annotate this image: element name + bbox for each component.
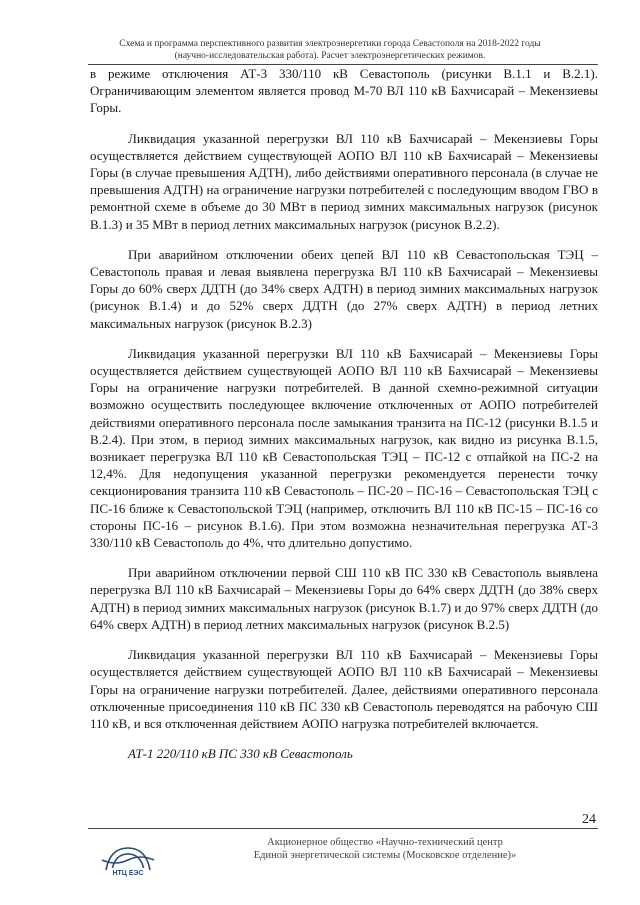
footer-divider	[88, 828, 598, 829]
header-line-2: (научно-исследовательская работа). Расчет электроэнергетических режимов.	[174, 51, 486, 61]
paragraph-6: Ликвидация указанной перегрузки ВЛ 110 кВ Бахчисарай – Мекензиевы Горы осуществляется действием существующей АОПО ВЛ 110 кВ Бахчисарай – Мекензиевы Горы на ограничение нагрузки потребителей. Далее, действиями оперативного персонала отключенные присоединения 110 кВ ПС 330 кВ Севастополь переводятся на рабочую СШ 110 кВ, и вся отключенная действием АОПО нагрузка потребителей включается.	[90, 647, 598, 731]
paragraph-4: Ликвидация указанной перегрузки ВЛ 110 кВ Бахчисарай – Мекензиевы Горы осуществляется действием существующей АОПО ВЛ 110 кВ Бахчисарай – Мекензиевы Горы на ограничение нагрузки потребителей. В данной схемно-режимной ситуации возможно осуществить последующее включение отключенных от АОПО потребителей действиями оперативного персонала после замыкания транзита на ПС-12 (рисунки В.1.5 и В.2.4). При этом, в период зимних максимальных нагрузок, как видно из рисунка В.1.5, возникает перегрузка ВЛ 110 кВ Севастопольская ТЭЦ – ПС-12 с отпайкой на ПС-2 на 12,4%. Для недопущения указанной перегрузки рекомендуется перенести точку секционирования транзита 110 кВ Севастополь – ПС-20 – ПС-16 – Севастопольская ТЭЦ с ПС-16 ближе к Севастопольской ТЭЦ (например, отключить ВЛ 110 кВ ПС-15 – ПС-16 со стороны ПС-16 – рисунок В.1.6). При этом возможна незначительная перегрузка АТ-3 330/110 кВ Севастополь до 4%, что длительно допустимо.	[90, 345, 598, 551]
logo-text: НТЦ ЕЭС	[112, 870, 144, 877]
footer-line-1: Акционерное общество «Научно-технический центр	[267, 837, 503, 848]
page-number: 24	[582, 812, 596, 827]
document-footer	[200, 836, 570, 862]
paragraph-1: в режиме отключения АТ-3 330/110 кВ Севастополь (рисунки В.1.1 и В.2.1). Ограничивающим элементом является провод М-70 ВЛ 110 кВ Бахчисарай – Мекензиевы Горы.	[90, 66, 598, 116]
subheading: АТ-1 220/110 кВ ПС 330 кВ Севастополь	[128, 746, 353, 762]
footer-line-2: Единой энергетической системы (Московское отделение)»	[253, 850, 517, 861]
header-line-1: Схема и программа перспективного развития электроэнергетики города Севастополя на 2018-2022 годы	[119, 39, 541, 49]
paragraph-2: Ликвидация указанной перегрузки ВЛ 110 кВ Бахчисарай – Мекензиевы Горы осуществляется действием существующей АОПО ВЛ 110 кВ Бахчисарай – Мекензиевы Горы (в случае превышения АДТН), либо действиями оперативного персонала (в случае не превышения АДТН) на ограничение нагрузки потребителей с последующим вводом ГВО в ремонтной схеме в объеме до 30 МВт в период зимних максимальных нагрузок (рисунок В.1.3) и 35 МВт в период летних максимальных нагрузок (рисунок В.2.2).	[90, 130, 598, 232]
paragraph-3: При аварийном отключении обеих цепей ВЛ 110 кВ Севастопольская ТЭЦ – Севастополь правая и левая выявлена перегрузка ВЛ 110 кВ Бахчисарай – Мекензиевы Горы до 60% сверх ДДТН (до 34% сверх АДТН) в период зимних максимальных нагрузок (рисунок В.1.4) и до 52% сверх ДДТН (до 27% сверх АДТН) в период летних максимальных нагрузок (рисунок В.2.3)	[90, 246, 598, 331]
paragraph-5: При аварийном отключении первой СШ 110 кВ ПС 330 кВ Севастополь выявлена перегрузка ВЛ 110 кВ Бахчисарай – Мекензиевы Горы до 64% сверх ДДТН (до 38% сверх АДТН) в период зимних максимальных нагрузок (рисунок В.1.7) и до 97% сверх ДДТН (до 64% сверх АДТН) в период летних максимальных нагрузок (рисунок В.2.5)	[90, 565, 598, 632]
document-body	[90, 65, 598, 762]
document-header	[60, 38, 600, 62]
ntc-ees-logo-icon	[96, 840, 160, 880]
